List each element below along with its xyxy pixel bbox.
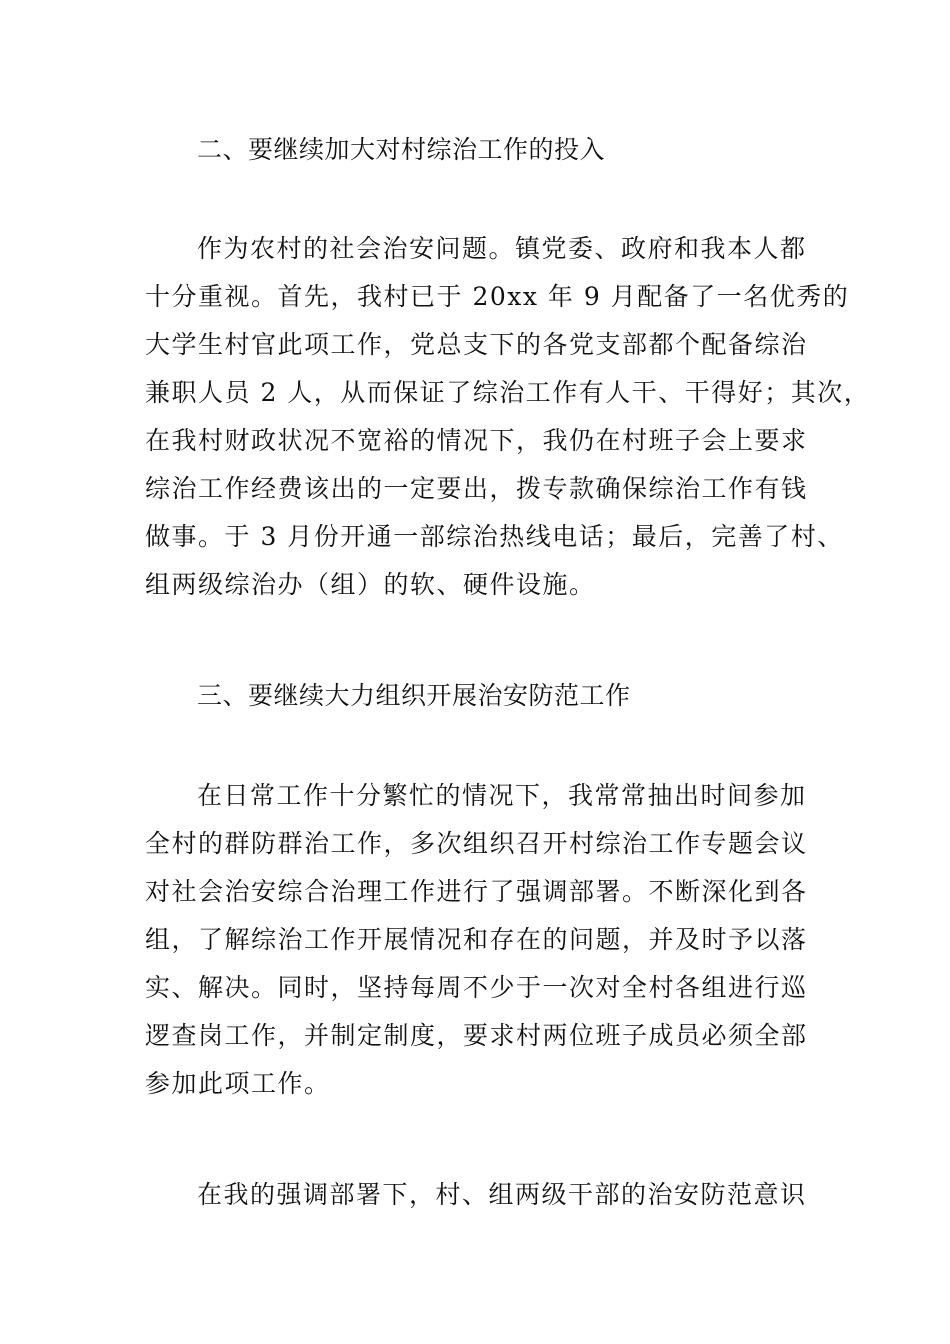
paragraph-line: 全村的群防群治工作，多次组织召开村综治工作专题会议 — [145, 829, 808, 858]
paragraph-line: 在日常工作十分繁忙的情况下，我常常抽出时间参加 — [197, 781, 807, 810]
section-heading-3: 三、要继续大力组织开展治安防范工作 — [197, 681, 631, 710]
paragraph-line: 逻查岗工作，并制定制度，要求村两位班子成员必须全部 — [145, 1021, 808, 1050]
paragraph-line: 综治工作经费该出的一定要出，拨专款确保综治工作有钱 — [145, 474, 808, 503]
paragraph-prevention — [145, 772, 835, 1108]
paragraph-line: 组两级综治办（组）的软、硬件设施。 — [145, 570, 596, 599]
paragraph-line: 作为农村的社会治安问题。镇党委、政府和我本人都 — [197, 234, 807, 263]
paragraph-line: 兼职人员 2 人，从而保证了综治工作有人干、干得好；其次， — [145, 378, 871, 407]
paragraph-line: 参加此项工作。 — [145, 1069, 331, 1098]
paragraph-awareness — [145, 1171, 835, 1219]
section-heading-2: 二、要继续加大对村综治工作的投入 — [197, 135, 606, 164]
paragraph-line: 组，了解综治工作开展情况和存在的问题，并及时予以落 — [145, 925, 808, 954]
paragraph-line: 大学生村官此项工作，党总支下的各党支部都个配备综治 — [145, 330, 808, 359]
paragraph-investment — [145, 225, 871, 609]
paragraph-line: 在我村财政状况不宽裕的情况下，我仍在村班子会上要求 — [145, 426, 808, 455]
paragraph-line: 在我的强调部署下，村、组两级干部的治安防范意识 — [197, 1180, 807, 1209]
paragraph-line: 十分重视。首先，我村已于 20xx 年 9 月配备了一名优秀的 — [145, 282, 850, 311]
paragraph-line: 做事。于 3 月份开通一部综治热线电话；最后，完善了村、 — [145, 522, 844, 551]
paragraph-line: 对社会治安综合治理工作进行了强调部署。不断深化到各 — [145, 877, 808, 906]
paragraph-line: 实、解决。同时，坚持每周不少于一次对全村各组进行巡 — [145, 973, 808, 1002]
